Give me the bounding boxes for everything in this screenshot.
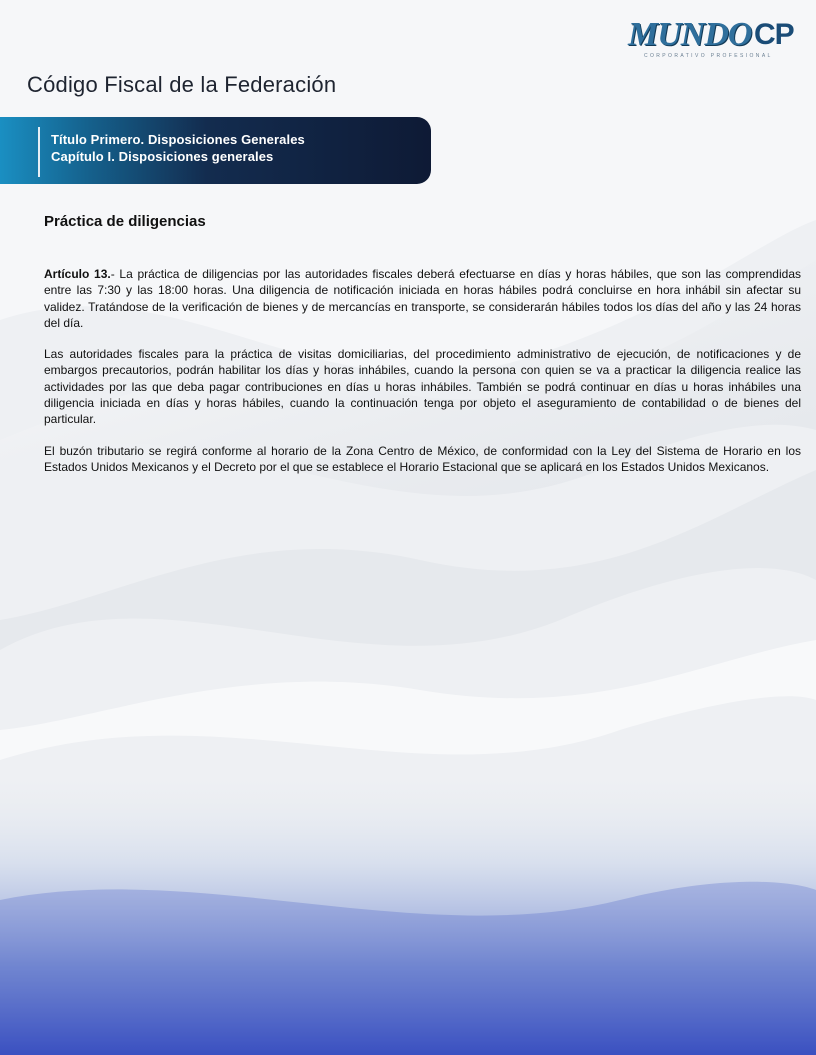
article-label: Artículo 13. [44,267,111,281]
article-body [44,266,801,490]
mundo-cp-logo [628,16,798,62]
logo-wordmark: MUNDO [628,16,752,53]
chapter-banner [0,117,431,184]
logo-cp: CP [754,18,794,51]
logo-tagline: CORPORATIVO PROFESIONAL [644,53,773,59]
banner-title: Título Primero. Disposiciones Generales [51,132,305,147]
document-title: Código Fiscal de la Federación [27,72,337,97]
banner-subtitle: Capítulo I. Disposiciones generales [51,149,274,164]
banner-divider [38,127,40,177]
paragraph-text: - La práctica de diligencias por las autoridades fiscales deberá efectuarse en días y horas hábiles, que son las comprendidas entre las 7:30 y las 18:00 horas. Una diligencia de notificación iniciada en horas hábiles podrá concluirse en hora inhábil sin afectar su validez. Tratándose de la verificación de bienes y de mercancías en transporte, se considerarán hábiles todos los días del año y las 24 horas del día. [44,267,801,330]
article-paragraph-3: El buzón tributario se regirá conforme al horario de la Zona Centro de México, de conformidad con la Ley del Sistema de Horario en los Estados Unidos Mexicanos y el Decreto por el que se establece el Horario Estacional que se aplicará en los Estados Unidos Mexicanos. [44,443,801,474]
article-paragraph-1 [44,266,801,331]
section-heading: Práctica de diligencias [44,213,206,230]
article-paragraph-2: Las autoridades fiscales para la práctica de visitas domiciliarias, del procedimiento administrativo de ejecución, de notificaciones y de embargos precautorios, podrán habilitar los días y horas inhábiles, cuando la persona con quien se va a practicar la diligencia realice las actividades por las que deba pagar contribuciones en días u horas inhábiles. También se podrá continuar en días u horas inhábiles una diligencia iniciada en días y horas hábiles, cuando la continuación tenga por objeto el aseguramiento de contabilidad o de bienes del particular. [44,347,801,427]
